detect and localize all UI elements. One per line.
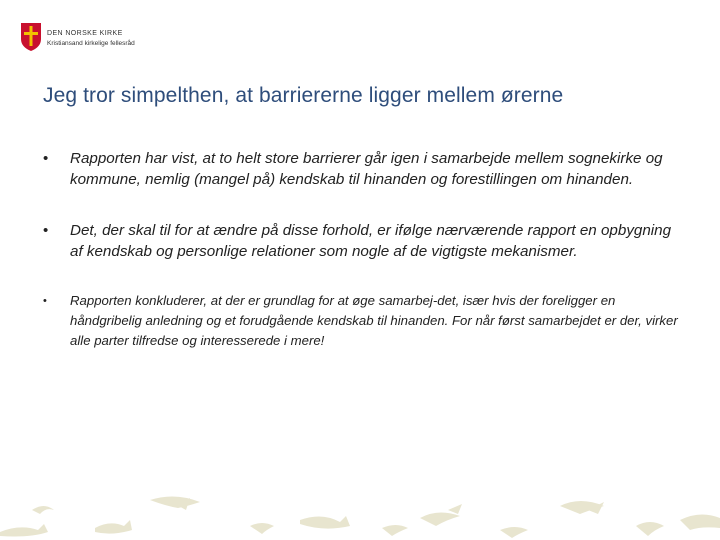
- organization-name: DEN NORSKE KIRKE: [47, 30, 123, 37]
- organization-name-block: [47, 22, 135, 48]
- bullet-marker: •: [43, 150, 49, 167]
- bullet-text: Rapporten konkluderer, at der er grundlag for at øge samarbej-det, især hvis der foreligger en håndgribelig anledning og et forudgående kendskab til hinanden. For når først samarbejdet er der, virker alle parter tilfredse og interesserede i mere!: [70, 293, 678, 348]
- bullet-list: [43, 148, 683, 351]
- footer-doves-decoration: [0, 480, 720, 540]
- church-logo-icon: [20, 22, 42, 52]
- bullet-text: Det, der skal til for at ændre på disse forhold, er ifølge nærværende rapport en opbygning af kendskab og personlige relationer som nogle af de vigtigste mekanismer.: [70, 222, 672, 260]
- bullet-item: [43, 220, 683, 262]
- bullet-item: [43, 148, 683, 190]
- slide-title: Jeg tror simpelthen, at barriererne ligger mellem ørerne: [43, 84, 564, 107]
- bullet-text: Rapporten har vist, at to helt store barrierer går igen i samarbejde mellem sognekirke og kommune, nemlig (mangel på) kendskab til hinanden og forestillingen om hinanden.: [70, 150, 663, 188]
- bullet-item: [43, 291, 683, 351]
- bullet-marker: •: [43, 222, 49, 239]
- bullet-marker: •: [43, 295, 47, 307]
- organization-subtitle: Kristiansand kirkelige fellesråd: [47, 40, 135, 47]
- header: [20, 22, 135, 56]
